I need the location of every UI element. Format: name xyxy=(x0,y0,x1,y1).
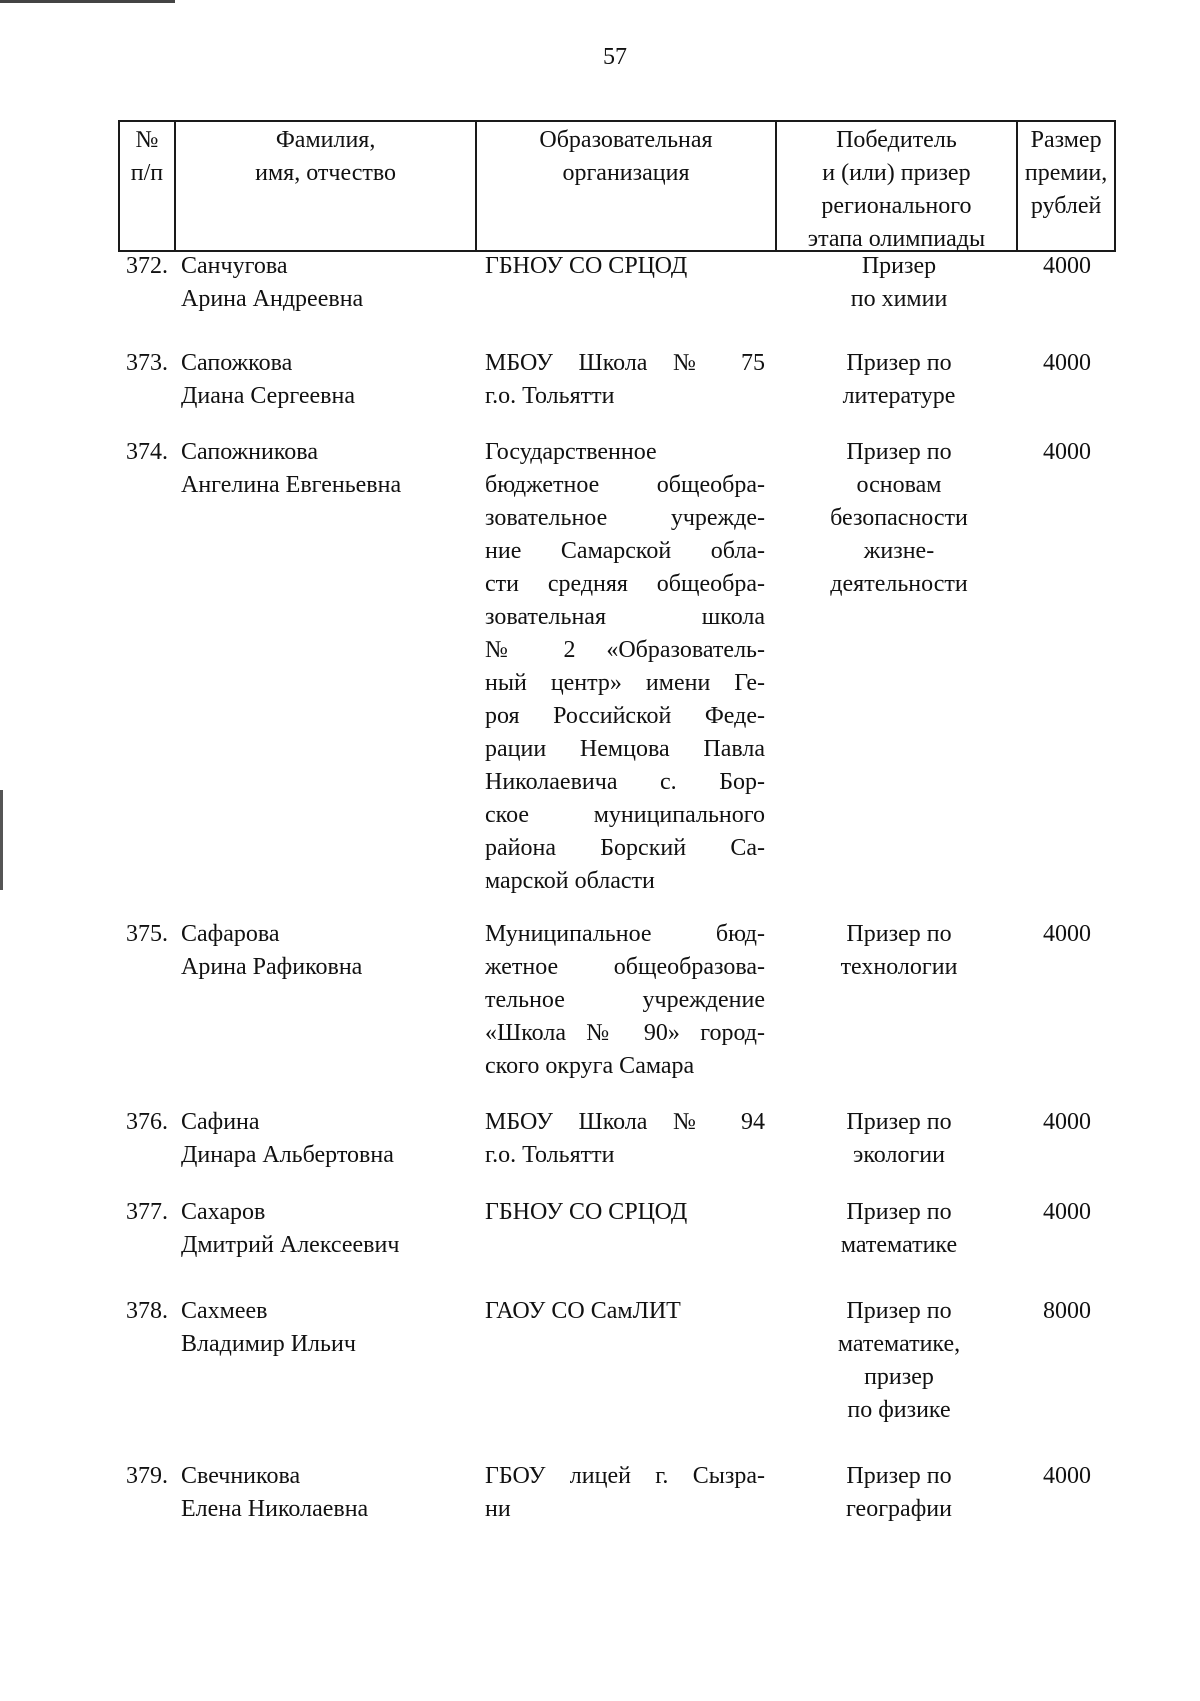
cell-line: марской области xyxy=(485,868,655,894)
row-amount: 4000 xyxy=(1043,1199,1091,1225)
cell-line: роя Российской Феде- xyxy=(485,703,765,729)
scan-edge-left xyxy=(0,790,3,890)
cell-line: жетное общеобразова- xyxy=(485,954,765,980)
header-result xyxy=(777,122,1019,250)
cell-line: сти средняя общеобра- xyxy=(485,571,765,597)
row-name xyxy=(181,1106,471,1172)
row-amount: 4000 xyxy=(1043,1109,1091,1135)
header-text: премии, xyxy=(1024,160,1108,186)
row-organization xyxy=(485,1106,765,1172)
cell-line: Сапожникова xyxy=(181,439,318,465)
cell-line: деятельности xyxy=(830,571,968,597)
row-amount: 4000 xyxy=(1043,1463,1091,1489)
cell-line: ГБОУ лицей г. Сызра- xyxy=(485,1463,765,1489)
cell-line: Призер по xyxy=(846,1109,952,1135)
cell-line: технологии xyxy=(840,954,958,980)
row-number: 372. xyxy=(126,253,168,279)
row-name xyxy=(181,1295,471,1361)
cell-line: экологии xyxy=(853,1142,945,1168)
row-organization xyxy=(485,1460,765,1526)
row-amount: 4000 xyxy=(1043,253,1091,279)
row-result xyxy=(780,918,1018,984)
cell-line: Призер по xyxy=(846,439,952,465)
row-number: 373. xyxy=(126,350,168,376)
cell-line: ГАОУ СО СамЛИТ xyxy=(485,1298,681,1324)
cell-line: ный центр» имени Ге- xyxy=(485,670,765,696)
row-number: 378. xyxy=(126,1298,168,1324)
cell-line: безопасности xyxy=(830,505,968,531)
cell-line: призер xyxy=(864,1364,934,1390)
cell-line: г.о. Тольятти xyxy=(485,383,615,409)
scan-edge-top xyxy=(0,0,175,3)
cell-line: Призер xyxy=(861,253,937,279)
row-result xyxy=(780,1460,1018,1526)
header-text: регионального xyxy=(821,193,972,219)
cell-line: Сахмеев xyxy=(181,1298,268,1324)
cell-line: Дмитрий Алексеевич xyxy=(181,1232,400,1258)
cell-line: Сафарова xyxy=(181,921,280,947)
cell-line: математике xyxy=(840,1232,958,1258)
row-number: 379. xyxy=(126,1463,168,1489)
cell-line: математике, xyxy=(837,1331,961,1357)
cell-line: ское муниципального xyxy=(485,802,765,828)
cell-line: зовательная школа xyxy=(485,604,765,630)
row-name xyxy=(181,347,471,413)
cell-line: рации Немцова Павла xyxy=(485,736,765,762)
row-number: 376. xyxy=(126,1109,168,1135)
header-text: этапа олимпиады xyxy=(807,226,986,252)
cell-line: Сапожкова xyxy=(181,350,293,376)
row-organization xyxy=(485,918,765,1083)
header-organization xyxy=(477,122,776,250)
row-amount: 8000 xyxy=(1043,1298,1091,1324)
header-text: п/п xyxy=(130,160,164,186)
cell-line: ни xyxy=(485,1496,511,1522)
cell-line: жизне- xyxy=(863,538,935,564)
header-text: имя, отчество xyxy=(255,160,397,186)
cell-line: тельное учреждение xyxy=(485,987,765,1013)
row-organization xyxy=(485,1295,765,1328)
cell-line: Елена Николаевна xyxy=(181,1496,369,1522)
cell-line: Динара Альбертовна xyxy=(181,1142,394,1168)
row-name xyxy=(181,1460,471,1526)
row-amount: 4000 xyxy=(1043,921,1091,947)
row-result xyxy=(780,436,1018,601)
row-result xyxy=(780,347,1018,413)
row-amount: 4000 xyxy=(1043,439,1091,465)
cell-line: Ангелина Евгеньевна xyxy=(181,472,402,498)
cell-line: района Борский Са- xyxy=(485,835,765,861)
header-text: № xyxy=(135,127,159,153)
header-amount xyxy=(1018,122,1114,250)
cell-line: МБОУ Школа № 75 xyxy=(485,350,765,376)
row-name xyxy=(181,436,471,502)
row-organization xyxy=(485,436,765,898)
cell-line: зовательное учрежде- xyxy=(485,505,765,531)
cell-line: Владимир Ильич xyxy=(181,1331,356,1357)
cell-line: Свечникова xyxy=(181,1463,301,1489)
row-result xyxy=(780,250,1018,316)
cell-line: Арина Рафиковна xyxy=(181,954,363,980)
row-name xyxy=(181,918,471,984)
row-number: 374. xyxy=(126,439,168,465)
row-result xyxy=(780,1106,1018,1172)
cell-line: Николаевича с. Бор- xyxy=(485,769,765,795)
cell-line: Арина Андреевна xyxy=(181,286,364,312)
row-number: 377. xyxy=(126,1199,168,1225)
cell-line: литературе xyxy=(842,383,956,409)
cell-line: МБОУ Школа № 94 xyxy=(485,1109,765,1135)
cell-line: «Школа № 90» город- xyxy=(485,1020,765,1046)
header-name xyxy=(176,122,477,250)
cell-line: ского округа Самара xyxy=(485,1053,695,1079)
cell-line: Санчугова xyxy=(181,253,288,279)
row-number: 375. xyxy=(126,921,168,947)
cell-line: Муниципальное бюд- xyxy=(485,921,765,947)
cell-line: Призер по xyxy=(846,1463,952,1489)
cell-line: Диана Сергеевна xyxy=(181,383,355,409)
header-number xyxy=(120,122,176,250)
header-text: Фамилия, xyxy=(275,127,376,153)
header-text: рублей xyxy=(1030,193,1102,219)
cell-line: Призер по xyxy=(846,1298,952,1324)
table-header xyxy=(118,120,1116,252)
cell-line: бюджетное общеобра- xyxy=(485,472,765,498)
cell-line: Сахаров xyxy=(181,1199,266,1225)
cell-line: основам xyxy=(856,472,942,498)
header-text: Размер xyxy=(1030,127,1102,153)
header-text: Победитель xyxy=(836,127,957,153)
cell-line: Государственное xyxy=(485,439,657,465)
row-amount: 4000 xyxy=(1043,350,1091,376)
row-name xyxy=(181,250,471,316)
cell-line: Призер по xyxy=(846,1199,952,1225)
row-organization xyxy=(485,1196,765,1229)
row-name xyxy=(181,1196,471,1262)
cell-line: ГБНОУ СО СРЦОД xyxy=(485,1199,688,1225)
cell-line: по химии xyxy=(850,286,948,312)
cell-line: по физике xyxy=(847,1397,951,1423)
header-text: организация xyxy=(562,160,690,186)
page-number: 57 xyxy=(603,44,627,70)
cell-line: Призер по xyxy=(846,350,952,376)
row-organization xyxy=(485,347,765,413)
cell-line: Сафина xyxy=(181,1109,260,1135)
cell-line: ние Самарской обла- xyxy=(485,538,765,564)
cell-line: ГБНОУ СО СРЦОД xyxy=(485,253,688,279)
header-text: Образовательная xyxy=(539,127,713,153)
cell-line: г.о. Тольятти xyxy=(485,1142,615,1168)
row-result xyxy=(780,1295,1018,1427)
cell-line: географии xyxy=(846,1496,952,1522)
cell-line: № 2 «Образователь- xyxy=(485,637,765,663)
cell-line: Призер по xyxy=(846,921,952,947)
row-organization xyxy=(485,250,765,283)
header-text: и (или) призер xyxy=(822,160,971,186)
row-result xyxy=(780,1196,1018,1262)
